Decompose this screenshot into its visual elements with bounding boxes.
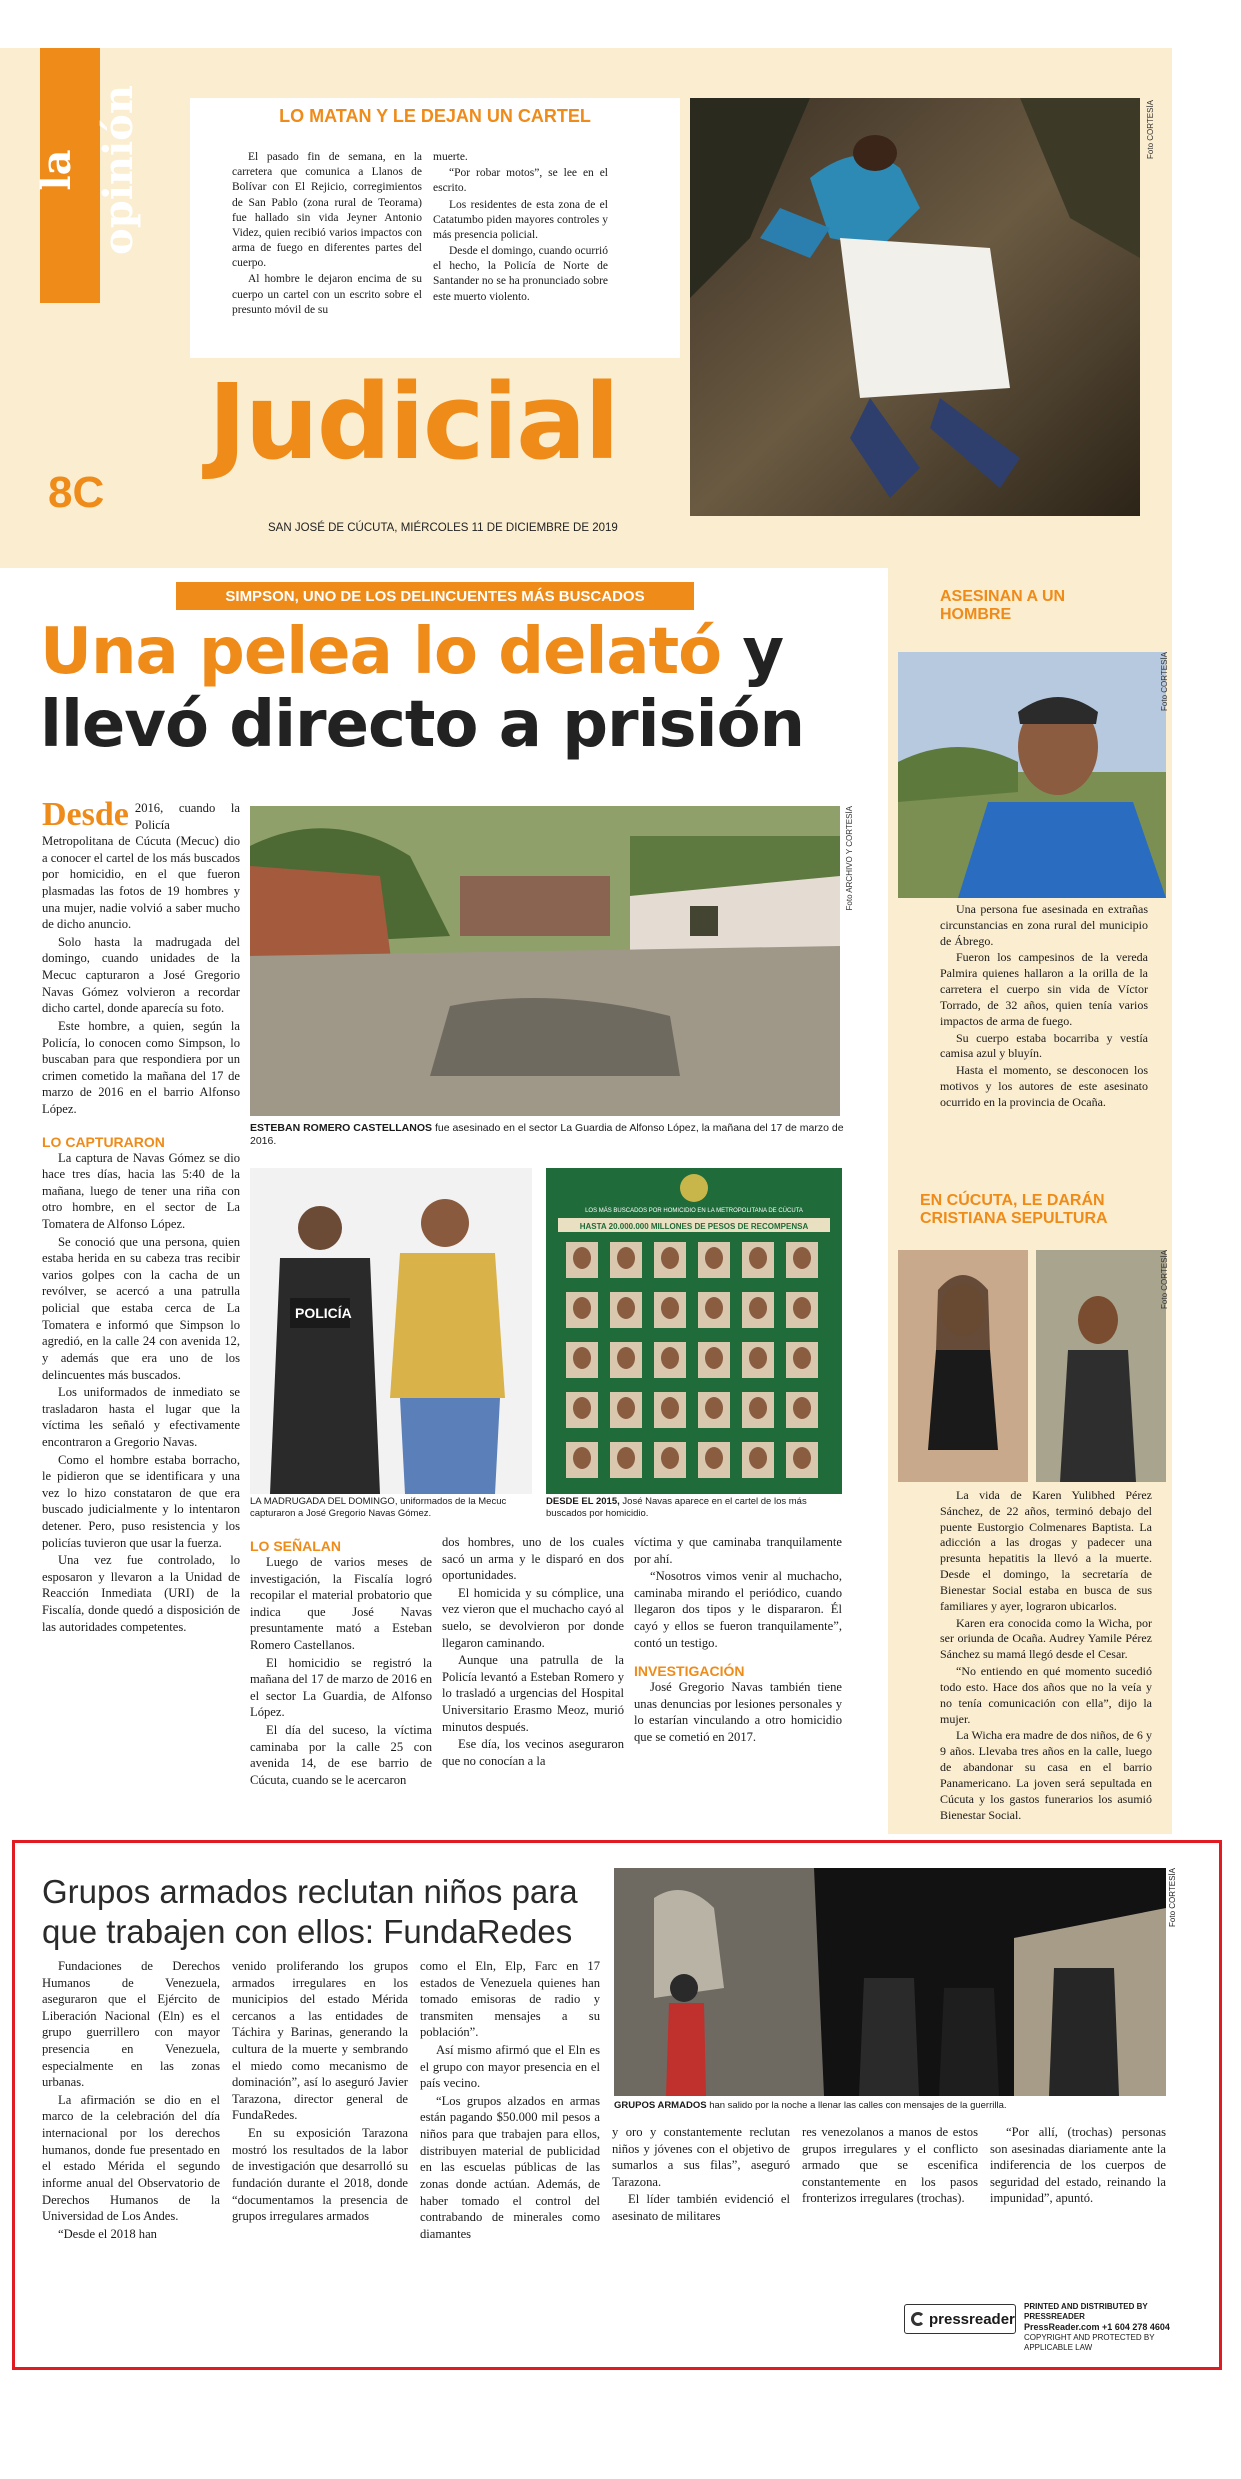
- page-number: 8C: [48, 468, 105, 517]
- poster-mugshot-face: [705, 1347, 723, 1369]
- sub-lo-senalan: LO SEÑALAN: [250, 1538, 341, 1554]
- main-col1b: La captura de Navas Gómez se dio hace tres días, hacia las 5:40 de la mañana, luego de tener una riña con otro hombre, en el sector de La Tomatera de Alfonso López. Se conoció que una persona, quien estaba herida en su cabeza tras recibir varios golpes con la cacha de un revólver, se acercó a una patrulla policial que estaba cerca de La Tomatera e informó que Simpson lo agredió, en la calle 24 con avenida 12, y además que era uno de los delincuentes más buscados. Los uniformados de inmediato se trasladaron hasta el lugar que la víctima les señaló y efectivamente encontraron a Gregorio Navas. Como el hombre estaba borracho, le pidieron que se identificara y una vez lo hizo constataron de que era buscado judicialmente y lo intentaron detener. Pero, puso resistencia y los policías tuvieron que usar la fuerza. Una vez fue controlado, lo esposaron y llevaron a la Unidad de Reacción Inmediata (URI) de la Fiscalía, donde quedó a disposición de las autoridades competentes.: [42, 1150, 240, 1634]
- poster-mugshot-face: [617, 1247, 635, 1269]
- poster-mugshot-face: [617, 1297, 635, 1319]
- bottom-col2: venido proliferando los grupos armados irregulares en los municipios del estado Mérida cercanos a las entidades de Táchira y Barinas, generando la cultura de la muerte y sembrando el miedo como mecanismo de dominación”, así lo aseguró Javier Tarazona, director general de FundaRedes. En su exposición Tarazona mostró los resultados de la labor de investigación que desarrolló su fundación durante el 2018, donde “documentamos la presencia de grupos irregulares armados: [232, 1959, 408, 2224]
- poster-mugshot-face: [617, 1447, 635, 1469]
- top-story-col1: El pasado fin de semana, en la carretera que comunica a Llanos de Bolívar con El Rejicio, corregimientos de San Pablo (zona rural de Teorama) fue hallado sin vida Jeyner Antonio Videz, quien recibió varios impactos con arma de fuego en diferentes partes del cuerpo. Al hombre le dejaron encima de su cuerpo un cartel con un escrito sobre el presunto móvil de su: [232, 151, 422, 316]
- top-story-col2: muerte. “Por robar motos”, se lee en el escrito. Los residentes de esta zona de el Catatumbo piden mayores controles y más presencia policial. Desde el domingo, cuando ocurrió el hecho, la Policía de Norte de Santander no se ha pronunciado sobre este muerto violento.: [433, 151, 608, 303]
- poster-mugshot-face: [661, 1447, 679, 1469]
- sidebar1-text: Una persona fue asesinada en extrañas circunstancias en zona rural del municipio de Ábrego. Fueron los campesinos de la vereda Palmira quienes hallaron a la orilla de la carretera el cuerpo sin vida de Víctor Torrado, de 32 años, quien tenía varios impactos de arma de fuego. Su cuerpo estaba bocarriba y vestía camisa azul y bluyín. Hasta el momento, se desconocen los motivos y los autores de este asesinato ocurrido en la provincia de Ocaña.: [940, 902, 1148, 1109]
- dateline: SAN JOSÉ DE CÚCUTA, MIÉRCOLES 11 DE DICIEMBRE DE 2019: [268, 522, 618, 534]
- headline-orange: Una pelea lo delató: [40, 615, 722, 689]
- poster-mugshot-face: [617, 1397, 635, 1419]
- karen-photos: [898, 1250, 1166, 1482]
- main-col1: Desde 2016, cuando la Policía Metropolitana de Cúcuta (Mecuc) dio a conocer el cartel de los más buscados por homicidio, en el que fueron plasmadas las fotos de 19 hombres y una mujer, nadie volvió a saber mucho de dicho anuncio. Solo hasta la madrugada del domingo, cuando unidades de la Mecuc capturaron a José Gregorio Navas Gómez volvieron a recordar dicho cartel, donde aparecía su foto. Este hombre, a quien, según la Policía, lo conocen como Simpson, lo buscaban para que respondiera por un crimen cometido la mañana del 17 de marzo de 2016 en el barrio Alfonso López. LO CAPTURARON La captura de Navas Gómez se dio hace tres días, hacia las 5:40 de la mañana, luego de tener una riña con otro hombre, en el sector de La Tomatera de Alfonso López. Se conoció que una persona, quien estaba herida en su cabeza tras recibir varios golpes con la cacha de un revólver, se acercó a una patrulla policial que estaba cerca de La Tomatera e informó que Simpson lo agredió, en la calle 24 con avenida 12, y además que era uno de los delincuentes más buscados. Los uniformados de inmediato se trasladaron hasta el lugar que la víctima les señaló y efectivamente encontraron a Gregorio Navas. Como el hombre estaba borracho, le pidieron que se identificara y una vez lo hizo constataron de que era buscado judicialmente y lo intentaron detener. Pero, puso resistencia y los policías tuvieron que usar la fuerza. Una vez fue controlado, lo esposaron y llevaron a la Unidad de Reacción Inmediata (URI) de la Fiscalía, donde quedó a disposición de las autoridades competentes.: [42, 796, 240, 1634]
- pressreader-brand: pressreader: [929, 2310, 1015, 2328]
- poster-mugshot-face: [661, 1397, 679, 1419]
- poster-header2: HASTA 20.000.000 MILLONES DE PESOS DE RECOMPENSA: [579, 1222, 809, 1231]
- brand-logo: la opinión: [33, 85, 142, 255]
- poster-mugshot-face: [573, 1297, 591, 1319]
- headline-y: y: [742, 615, 784, 689]
- bottom-col3: como el Eln, Elp, Farc en 17 estados de Venezuela quienes han tomado emisoras de radio y transmiten mensajes a su población”. Así mismo afirmó que el Eln es el grupo con mayor presencia en el país vecino. “Los grupos alzados en armas están pagando $50.000 mil pesos a niños para que trabajen para ellos, distribuyen material de publicidad en las escuelas públicas de las zonas donde actúan. Además, de haber tomado el control del contrabando de minerales como diamantes: [420, 1959, 600, 2241]
- poster-mugshot-face: [705, 1397, 723, 1419]
- poster-mugshot-face: [793, 1347, 811, 1369]
- poster-mugshot-face: [749, 1347, 767, 1369]
- main-col4: víctima y que caminaba tranquilamente por ahí. “Nosotros vimos venir al muchacho, caminaba mirando el periódico, cuando llegaron dos tipos y le dispararon. Él cayó y ellos se fueron tranquilamente”, contó un testigo. INVESTIGACIÓN José Gregorio Navas también tiene unas denuncias por lesiones personales y lo estarían vinculando a otro homicidio que se cometió en 2017.: [634, 1535, 842, 1745]
- armed-groups-photo: [614, 1868, 1166, 2096]
- poster-mugshot-face: [661, 1297, 679, 1319]
- sidebar2-title: EN CÚCUTA, LE DARÁN CRISTIANA SEPULTURA: [920, 1192, 1108, 1228]
- poster-mugshot-face: [749, 1447, 767, 1469]
- poster-mugshot-face: [793, 1397, 811, 1419]
- sidebar1-credit: Foto CORTESÍA: [1160, 652, 1169, 711]
- poster-mugshot-face: [749, 1397, 767, 1419]
- section-title: Judicial: [208, 361, 618, 483]
- poster-mugshot-face: [573, 1247, 591, 1269]
- police-vest-text: POLICÍA: [295, 1305, 352, 1321]
- poster-mugshot-face: [793, 1297, 811, 1319]
- poster-mugshot-face: [573, 1347, 591, 1369]
- main-headline: [40, 616, 920, 762]
- poster-mugshot-face: [749, 1247, 767, 1269]
- poster-mugshot-face: [573, 1397, 591, 1419]
- poster-mugshot-face: [661, 1347, 679, 1369]
- sidebar2-credit: Foto CORTESÍA: [1160, 1250, 1169, 1309]
- top-photo-credit: Foto CORTESÍA: [1146, 100, 1155, 159]
- victim-selfie-photo: [898, 652, 1166, 898]
- poster-mugshot-face: [661, 1247, 679, 1269]
- photo3-caption: DESDE EL 2015, José Navas aparece en el cartel de los más buscados por homicidio.: [546, 1496, 807, 1519]
- house-photo: [250, 806, 840, 1116]
- poster-header1: LOS MÁS BUSCADOS POR HOMICIDIO EN LA METROPOLITANA DE CÚCUTA: [585, 1208, 803, 1214]
- wanted-poster-photo: [546, 1168, 842, 1494]
- main-story-kicker: SIMPSON, UNO DE LOS DELINCUENTES MÁS BUSCADOS: [225, 588, 645, 605]
- photo1-caption: ESTEBAN ROMERO CASTELLANOS fue asesinado en el sector La Guardia de Alfonso López, la mañana del 17 de marzo de 2016.: [250, 1122, 844, 1148]
- sub-lo-capturaron: LO CAPTURARON: [42, 1133, 165, 1150]
- top-story-title: LO MATAN Y LE DEJAN UN CARTEL: [279, 106, 591, 126]
- poster-mugshot-face: [793, 1447, 811, 1469]
- poster-mugshot-face: [793, 1247, 811, 1269]
- poster-mugshot-face: [749, 1297, 767, 1319]
- capture-photo: [250, 1168, 532, 1494]
- photo1-credit: Foto ARCHIVO Y CORTESÍA: [845, 806, 854, 911]
- sidebar1-title: ASESINAN A UN HOMBRE: [940, 588, 1066, 624]
- main-col2: LO SEÑALAN Luego de varios meses de investigación, la Fiscalía logró recopilar el material probatorio que indica que José Navas presuntamente mató a Esteban Romero Castellanos. El homicidio se registró la mañana del 17 de marzo de 2016 en el sector La Guardia, de Alfonso López. El día del suceso, la víctima caminaba por la calle 25 con avenida 14, de ese barrio de Cúcuta, cuando se le acercaron: [250, 1538, 432, 1787]
- bottom-headline: Grupos armados reclutan niños para que trabajen con ellos: FundaRedes: [42, 1873, 578, 1950]
- dropcap: Desde: [42, 796, 129, 833]
- pressreader-icon: [911, 2312, 925, 2326]
- photo2-caption: LA MADRUGADA DEL DOMINGO, uniformados de la Mecuc capturaron a José Gregorio Navas Gómez.: [250, 1496, 507, 1519]
- headline-line2: llevó directo a prisión: [40, 687, 805, 762]
- bottom-photo-caption: GRUPOS ARMADOS han salido por la noche a llenar las calles con mensajes de la guerrilla.: [614, 2100, 1007, 2111]
- main-col3: dos hombres, uno de los cuales sacó un arma y le disparó en dos oportunidades. El homicida y su cómplice, una vez vieron que el muchacho cayó al suelo, se devolvieron por donde llegaron caminando. Aunque una patrulla de la Policía levantó a Esteban Romero y lo trasladó a urgencias del Hospital Universitario Erasmo Meoz, murió minutos después. Ese día, los vecinos aseguraron que no conocían a la: [442, 1535, 624, 1768]
- pressreader-info: PRINTED AND DISTRIBUTED BY PRESSREADER PressReader.com +1 604 278 4604 COPYRIGHT AND PROTECTED BY APPLICABLE LAW: [1024, 2302, 1170, 2353]
- poster-mugshot-face: [573, 1447, 591, 1469]
- bottom-col6: “Por allí, (trochas) personas son asesinadas diariamente ante la indiferencia de los cuerpos de seguridad del estado, reinando la impunidad”, apuntó.: [990, 2125, 1166, 2206]
- bottom-col5: res venezolanos a manos de estos grupos irregulares y el conflicto armado que se escenifica constantemente en los pasos fronterizos irregulares (trochas).: [802, 2125, 978, 2206]
- poster-mugshot-face: [617, 1347, 635, 1369]
- bottom-col4: y oro y constantemente reclutan niños y jóvenes con el objetivo de sumarlos a sus filas”, aseguró Tarazona. El líder también evidenció el asesinato de militares: [612, 2125, 790, 2224]
- poster-mugshot-face: [705, 1247, 723, 1269]
- sidebar2-text: La vida de Karen Yulibhed Pérez Sánchez, de 22 años, terminó debajo del puente Eustorgio Colmenares Baptista. La adicción a las drogas y padecer una presunta hepatitis la llevó a la muerte. Desde el domingo, la secretaría de Bienestar Social estaba en busca de sus familiares y ayer, lograron ubicarlos. Karen era conocida como la Wicha, por ser oriunda de Ocaña. Audrey Yamile Pérez Sánchez su mamá llegó desde el Cesar. “No entiendo en qué momento sucedió todo esto. Hace dos años que no la veía y no tenía comunicación con ella”, dijo la mujer. La Wicha era madre de dos niños, de 6 y 9 años. Llevaba tres años en la calle, luego de abandonar su casa en el barrio Panamericano. La joven será sepultada en Cúcuta y los gastos funerarios los asumió Bienestar Social.: [940, 1488, 1152, 1822]
- sub-investigacion: INVESTIGACIÓN: [634, 1663, 745, 1680]
- poster-mugshot-face: [705, 1297, 723, 1319]
- poster-mugshot-face: [705, 1447, 723, 1469]
- bottom-col1: Fundaciones de Derechos Humanos de Venezuela, aseguraron que el Ejército de Liberación Nacional (Eln) es el grupo guerrillero con mayor presencia en Venezuela, especialmente en las zonas urbanas. La afirmación se dio en el marco de la celebración del día internacional por los derechos humanos, donde fue presentado en el estado Mérida el segundo informe anual del Observatorio de Derechos Humanos de la Universidad de Los Andes. “Desde el 2018 han: [42, 1959, 220, 2241]
- bottom-photo-credit: Foto CORTESÍA: [1168, 1868, 1177, 1927]
- pressreader-badge[interactable]: [904, 2304, 1016, 2334]
- crime-scene-photo: [690, 98, 1140, 516]
